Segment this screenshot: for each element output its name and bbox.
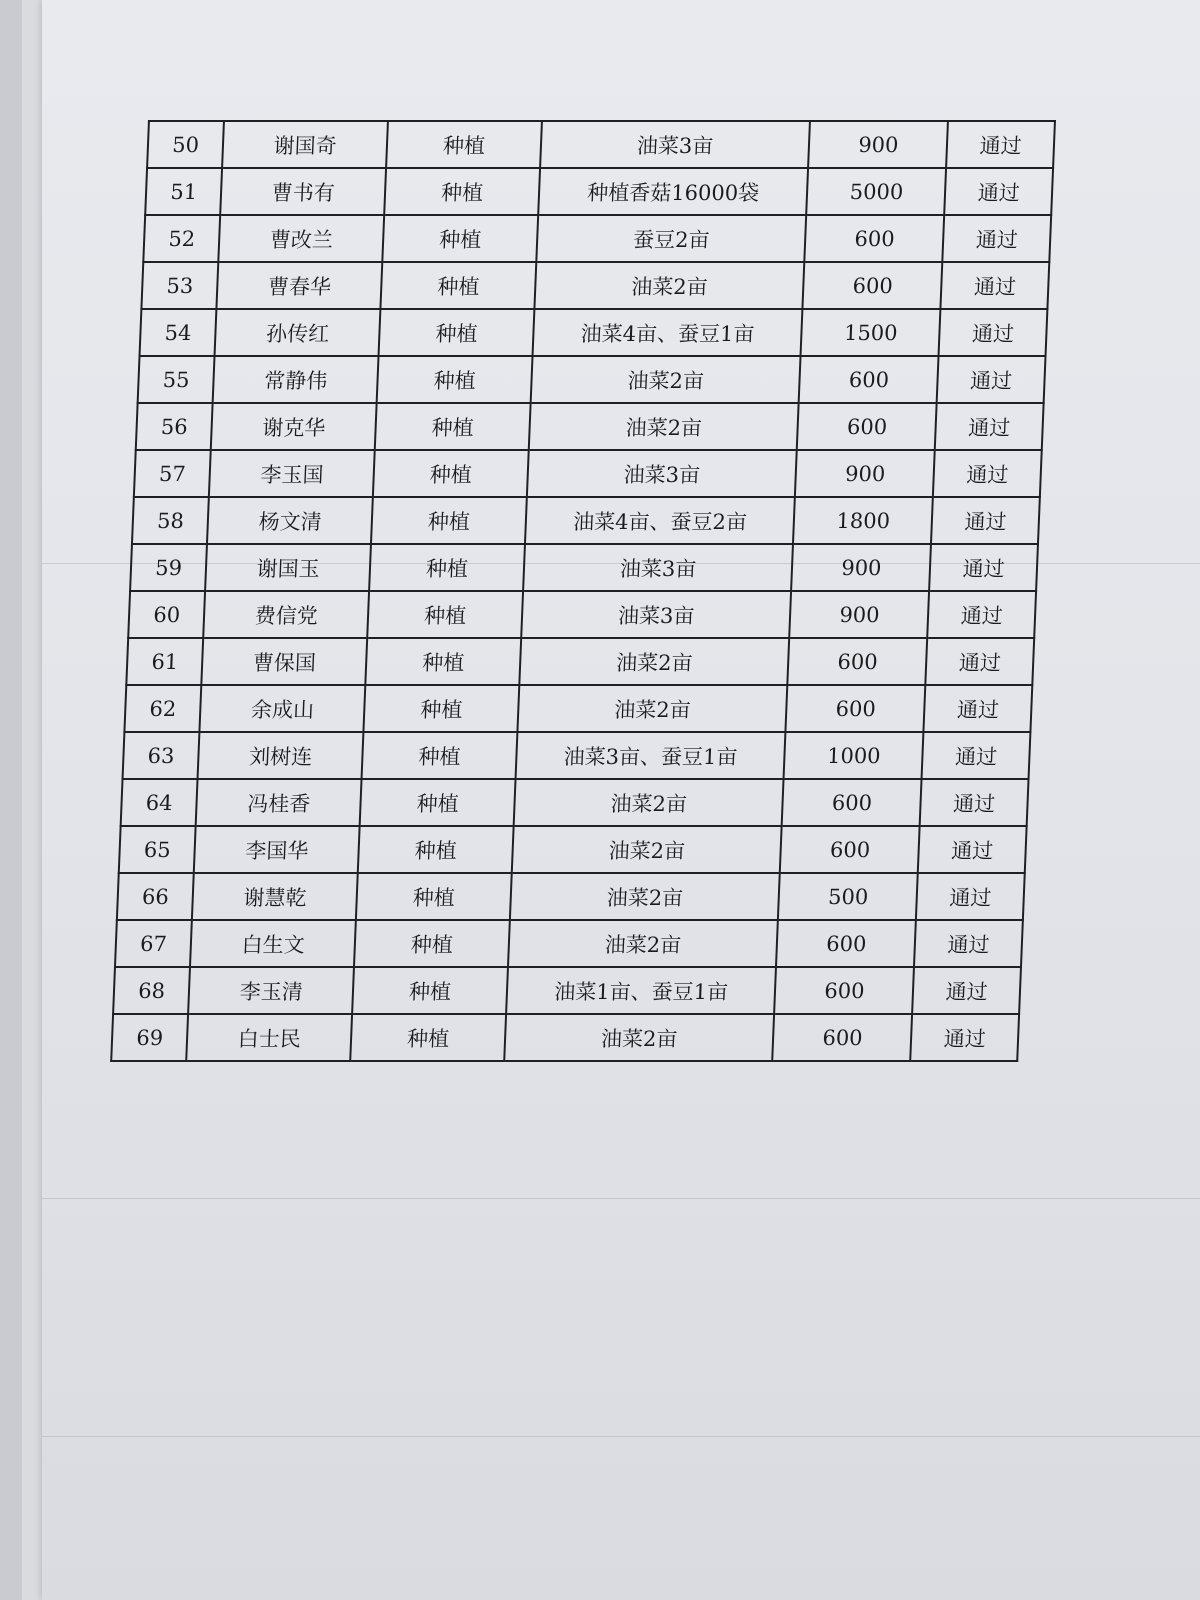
amount-cell: 600 (782, 779, 922, 826)
row-number-cell: 68 (113, 967, 190, 1014)
row-number-cell: 50 (147, 121, 224, 168)
name-cell: 曹书有 (220, 168, 386, 215)
review-result-cell: 通过 (918, 826, 1027, 873)
amount-cell: 600 (775, 967, 915, 1014)
name-cell: 费信党 (203, 591, 369, 638)
row-number-cell: 69 (111, 1014, 188, 1061)
category-cell: 种植 (364, 685, 519, 732)
table-row (119, 826, 1027, 873)
category-cell: 种植 (354, 920, 509, 967)
amount-cell: 5000 (807, 168, 947, 215)
name-cell: 谢国玉 (205, 544, 371, 591)
row-number-cell: 66 (117, 873, 194, 920)
table-row (115, 920, 1023, 967)
table-row (128, 591, 1036, 638)
name-cell: 余成山 (200, 685, 366, 732)
amount-cell: 900 (809, 121, 949, 168)
name-cell: 常静伟 (213, 356, 379, 403)
table-row (123, 732, 1031, 779)
amount-cell: 500 (778, 873, 918, 920)
category-cell: 种植 (366, 638, 521, 685)
name-cell: 李玉国 (209, 450, 375, 497)
amount-cell: 600 (803, 262, 943, 309)
amount-cell: 600 (786, 685, 926, 732)
name-cell: 曹保国 (202, 638, 368, 685)
row-number-cell: 63 (123, 732, 200, 779)
category-cell: 种植 (356, 873, 511, 920)
crop-detail-cell: 油菜3亩 (521, 591, 791, 638)
row-number-cell: 64 (121, 779, 198, 826)
category-cell: 种植 (386, 121, 541, 168)
row-number-cell: 67 (115, 920, 192, 967)
crop-detail-cell: 油菜2亩 (514, 779, 784, 826)
review-result-cell: 通过 (914, 920, 1023, 967)
category-cell: 种植 (375, 403, 530, 450)
table-row (141, 262, 1049, 309)
row-number-cell: 65 (119, 826, 196, 873)
table-row (140, 309, 1048, 356)
amount-cell: 900 (795, 450, 935, 497)
row-number-cell: 53 (141, 262, 218, 309)
amount-cell: 600 (776, 920, 916, 967)
crop-detail-cell: 油菜4亩、蚕豆2亩 (525, 497, 795, 544)
crop-detail-cell: 油菜2亩 (531, 356, 801, 403)
amount-cell: 900 (792, 544, 932, 591)
name-cell: 谢慧乾 (192, 873, 358, 920)
row-number-cell: 61 (126, 638, 203, 685)
category-cell: 种植 (358, 826, 513, 873)
crop-detail-cell: 油菜3亩 (540, 121, 810, 168)
category-cell: 种植 (352, 967, 507, 1014)
review-result-cell: 通过 (945, 168, 1054, 215)
review-result-cell: 通过 (929, 544, 1038, 591)
category-cell: 种植 (367, 591, 522, 638)
amount-cell: 600 (780, 826, 920, 873)
page-crease (42, 1436, 1200, 1437)
name-cell: 杨文清 (207, 497, 373, 544)
records-table-container (110, 120, 1056, 1062)
row-number-cell: 51 (145, 168, 222, 215)
table-row (143, 215, 1051, 262)
category-cell: 种植 (360, 779, 515, 826)
review-result-cell: 通过 (939, 309, 1048, 356)
crop-detail-cell: 油菜2亩 (508, 920, 778, 967)
amount-cell: 600 (773, 1014, 913, 1061)
category-cell: 种植 (383, 215, 538, 262)
review-result-cell: 通过 (933, 450, 1042, 497)
review-result-cell: 通过 (928, 591, 1037, 638)
table-row (132, 497, 1040, 544)
table-row (121, 779, 1029, 826)
name-cell: 白士民 (186, 1014, 352, 1061)
name-cell: 谢国奇 (222, 121, 388, 168)
review-result-cell: 通过 (943, 215, 1052, 262)
category-cell: 种植 (371, 497, 526, 544)
row-number-cell: 57 (134, 450, 211, 497)
name-cell: 曹春华 (217, 262, 383, 309)
name-cell: 李国华 (194, 826, 360, 873)
name-cell: 曹改兰 (219, 215, 385, 262)
row-number-cell: 59 (130, 544, 207, 591)
crop-detail-cell: 油菜2亩 (519, 638, 789, 685)
records-table (110, 120, 1056, 1062)
row-number-cell: 60 (128, 591, 205, 638)
crop-detail-cell: 油菜2亩 (512, 826, 782, 873)
category-cell: 种植 (379, 309, 534, 356)
table-row (134, 450, 1042, 497)
review-result-cell: 通过 (935, 403, 1044, 450)
name-cell: 孙传红 (215, 309, 381, 356)
table-row (130, 544, 1038, 591)
category-cell: 种植 (369, 544, 524, 591)
row-number-cell: 52 (143, 215, 220, 262)
review-result-cell: 通过 (924, 685, 1033, 732)
crop-detail-cell: 油菜2亩 (534, 262, 804, 309)
category-cell: 种植 (384, 168, 539, 215)
row-number-cell: 55 (138, 356, 215, 403)
crop-detail-cell: 油菜3亩 (523, 544, 793, 591)
name-cell: 刘树连 (198, 732, 364, 779)
review-result-cell: 通过 (926, 638, 1035, 685)
category-cell: 种植 (381, 262, 536, 309)
category-cell: 种植 (377, 356, 532, 403)
crop-detail-cell: 油菜3亩 (527, 450, 797, 497)
review-result-cell: 通过 (937, 356, 1046, 403)
table-row (147, 121, 1055, 168)
page-crease (42, 1198, 1200, 1199)
review-result-cell: 通过 (931, 497, 1040, 544)
table-row (145, 168, 1053, 215)
records-table-body (111, 121, 1055, 1061)
name-cell: 李玉清 (188, 967, 354, 1014)
crop-detail-cell: 油菜3亩、蚕豆1亩 (515, 732, 785, 779)
crop-detail-cell: 油菜2亩 (510, 873, 780, 920)
review-result-cell: 通过 (912, 967, 1021, 1014)
row-number-cell: 58 (132, 497, 209, 544)
amount-cell: 900 (790, 591, 930, 638)
review-result-cell: 通过 (922, 732, 1031, 779)
crop-detail-cell: 油菜2亩 (504, 1014, 774, 1061)
row-number-cell: 54 (140, 309, 217, 356)
table-row (111, 1014, 1019, 1061)
name-cell: 谢克华 (211, 403, 377, 450)
amount-cell: 600 (797, 403, 937, 450)
review-result-cell: 通过 (911, 1014, 1020, 1061)
table-row (124, 685, 1032, 732)
table-row (138, 356, 1046, 403)
table-row (126, 638, 1034, 685)
amount-cell: 600 (799, 356, 939, 403)
crop-detail-cell: 油菜4亩、蚕豆1亩 (532, 309, 802, 356)
review-result-cell: 通过 (946, 121, 1055, 168)
amount-cell: 1000 (784, 732, 924, 779)
amount-cell: 1500 (801, 309, 941, 356)
amount-cell: 600 (805, 215, 945, 262)
review-result-cell: 通过 (916, 873, 1025, 920)
amount-cell: 600 (788, 638, 928, 685)
review-result-cell: 通过 (941, 262, 1050, 309)
category-cell: 种植 (362, 732, 517, 779)
crop-detail-cell: 油菜1亩、蚕豆1亩 (506, 967, 776, 1014)
category-cell: 种植 (373, 450, 528, 497)
name-cell: 白生文 (190, 920, 356, 967)
amount-cell: 1800 (793, 497, 933, 544)
review-result-cell: 通过 (920, 779, 1029, 826)
table-row (117, 873, 1025, 920)
crop-detail-cell: 种植香菇16000袋 (538, 168, 808, 215)
table-row (136, 403, 1044, 450)
row-number-cell: 62 (124, 685, 201, 732)
crop-detail-cell: 油菜2亩 (517, 685, 787, 732)
name-cell: 冯桂香 (196, 779, 362, 826)
crop-detail-cell: 蚕豆2亩 (536, 215, 806, 262)
row-number-cell: 56 (136, 403, 213, 450)
category-cell: 种植 (350, 1014, 505, 1061)
crop-detail-cell: 油菜2亩 (529, 403, 799, 450)
table-row (113, 967, 1021, 1014)
